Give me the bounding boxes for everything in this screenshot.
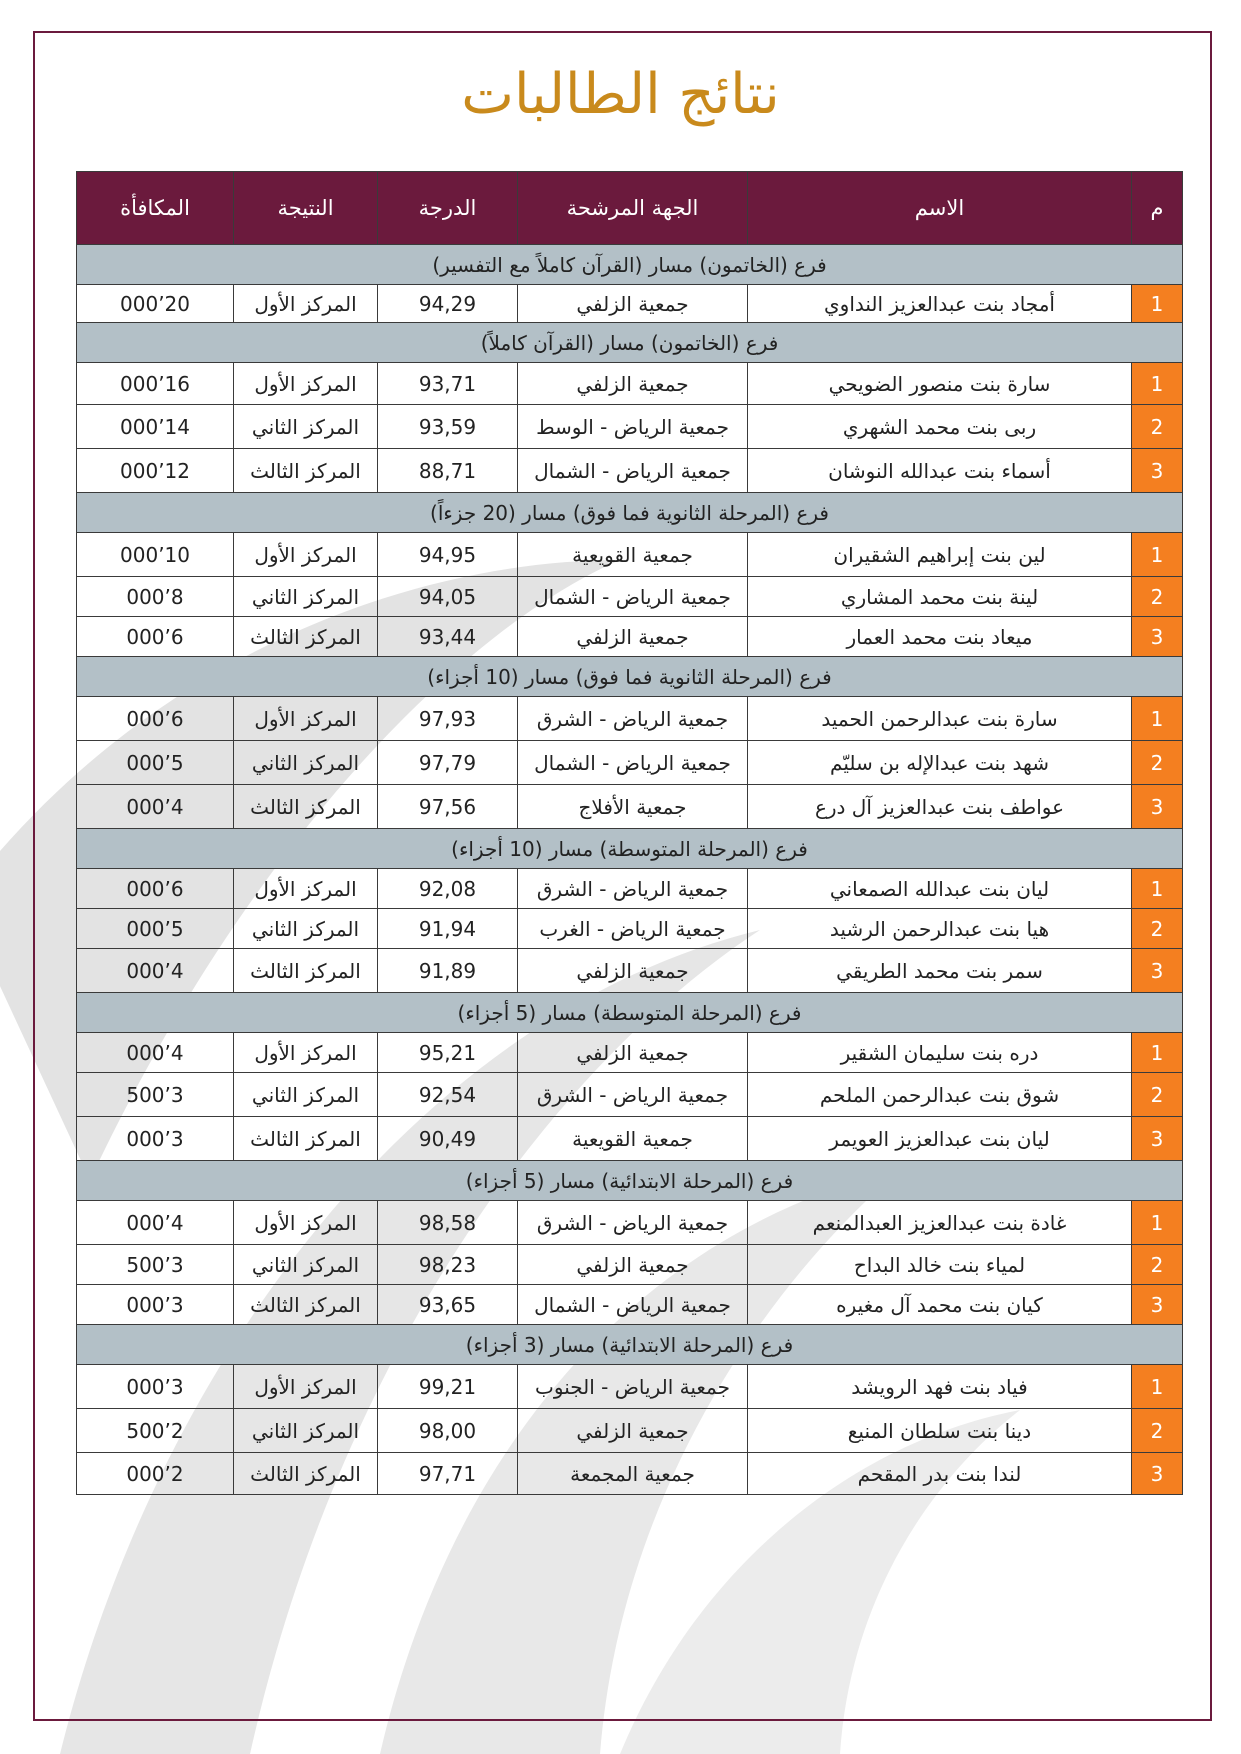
cell-org: جمعية الرياض - الشرق [518,1073,748,1117]
cell-name: فياد بنت فهد الرويشد [748,1365,1132,1409]
cell-result: المركز الأول [234,363,378,405]
section-header-row [77,323,1183,363]
cell-org: جمعية القويعية [518,533,748,577]
column-header-name: الاسم [748,172,1132,245]
cell-score: 93,44 [378,617,518,657]
table-row [77,533,1183,577]
cell-score: 97,79 [378,741,518,785]
cell-org: جمعية الرياض - الشمال [518,1285,748,1325]
cell-org: جمعية الرياض - الشمال [518,577,748,617]
cell-result: المركز الأول [234,1365,378,1409]
cell-name: أمجاد بنت عبدالعزيز النداوي [748,285,1132,323]
cell-org: جمعية الزلفي [518,1033,748,1073]
cell-name: ميعاد بنت محمد العمار [748,617,1132,657]
cell-num: 2 [1132,741,1183,785]
section-header-row [77,829,1183,869]
cell-org: جمعية الرياض - الشمال [518,741,748,785]
table-row [77,697,1183,741]
cell-org: جمعية الزلفي [518,285,748,323]
section-title: فرع (المرحلة الابتدائية) مسار (5 أجزاء) [77,1161,1183,1201]
cell-num: 1 [1132,1033,1183,1073]
cell-result: المركز الأول [234,697,378,741]
cell-reward: 4’000 [77,949,234,993]
cell-num: 1 [1132,363,1183,405]
table-row [77,405,1183,449]
table-row [77,617,1183,657]
cell-num: 2 [1132,1245,1183,1285]
cell-result: المركز الثاني [234,909,378,949]
cell-reward: 20’000 [77,285,234,323]
results-table [76,171,1183,1495]
cell-num: 2 [1132,1409,1183,1453]
cell-score: 94,95 [378,533,518,577]
cell-num: 1 [1132,697,1183,741]
cell-score: 91,94 [378,909,518,949]
section-title: فرع (المرحلة الابتدائية) مسار (3 أجزاء) [77,1325,1183,1365]
cell-num: 3 [1132,949,1183,993]
page-title: نتائج الطالبات [461,62,780,127]
cell-num: 2 [1132,909,1183,949]
cell-result: المركز الأول [234,285,378,323]
cell-result: المركز الثالث [234,449,378,493]
cell-num: 1 [1132,1201,1183,1245]
table-row [77,1073,1183,1117]
cell-name: لينة بنت محمد المشاري [748,577,1132,617]
table-row [77,1033,1183,1073]
cell-reward: 10’000 [77,533,234,577]
cell-num: 3 [1132,1117,1183,1161]
cell-result: المركز الثاني [234,1245,378,1285]
section-header-row [77,657,1183,697]
cell-org: جمعية الأفلاج [518,785,748,829]
cell-result: المركز الأول [234,1033,378,1073]
table-row [77,1365,1183,1409]
cell-score: 99,21 [378,1365,518,1409]
cell-name: دره بنت سليمان الشقير [748,1033,1132,1073]
cell-num: 3 [1132,1285,1183,1325]
cell-score: 90,49 [378,1117,518,1161]
cell-score: 92,54 [378,1073,518,1117]
cell-reward: 3’000 [77,1285,234,1325]
cell-name: أسماء بنت عبدالله النوشان [748,449,1132,493]
cell-score: 98,58 [378,1201,518,1245]
cell-result: المركز الثاني [234,1073,378,1117]
cell-num: 2 [1132,577,1183,617]
cell-num: 1 [1132,533,1183,577]
section-header-row [77,1325,1183,1365]
cell-result: المركز الثالث [234,1285,378,1325]
cell-score: 93,59 [378,405,518,449]
cell-name: لين بنت إبراهيم الشقيران [748,533,1132,577]
cell-org: جمعية الزلفي [518,949,748,993]
section-title: فرع (الخاتمون) مسار (القرآن كاملاً) [77,323,1183,363]
cell-name: سارة بنت عبدالرحمن الحميد [748,697,1132,741]
table-row [77,1201,1183,1245]
cell-num: 3 [1132,785,1183,829]
table-row [77,285,1183,323]
cell-org: جمعية المجمعة [518,1453,748,1495]
cell-org: جمعية الزلفي [518,363,748,405]
cell-score: 91,89 [378,949,518,993]
cell-result: المركز الأول [234,869,378,909]
column-header-org: الجهة المرشحة [518,172,748,245]
table-header-row [77,172,1183,245]
cell-org: جمعية الرياض - الشرق [518,697,748,741]
table-row [77,1117,1183,1161]
cell-name: ليان بنت عبدالعزيز العويمر [748,1117,1132,1161]
section-title: فرع (المرحلة المتوسطة) مسار (10 أجزاء) [77,829,1183,869]
cell-result: المركز الثالث [234,617,378,657]
table-row [77,785,1183,829]
cell-num: 3 [1132,1453,1183,1495]
cell-reward: 8’000 [77,577,234,617]
section-header-row [77,1161,1183,1201]
cell-score: 93,71 [378,363,518,405]
cell-num: 2 [1132,1073,1183,1117]
cell-org: جمعية الرياض - الغرب [518,909,748,949]
cell-reward: 4’000 [77,1033,234,1073]
section-title: فرع (المرحلة المتوسطة) مسار (5 أجزاء) [77,993,1183,1033]
cell-name: لمياء بنت خالد البداح [748,1245,1132,1285]
table-row [77,1453,1183,1495]
cell-name: غادة بنت عبدالعزيز العبدالمنعم [748,1201,1132,1245]
cell-score: 98,23 [378,1245,518,1285]
cell-score: 97,71 [378,1453,518,1495]
cell-result: المركز الثالث [234,1453,378,1495]
cell-reward: 3’500 [77,1073,234,1117]
column-header-num: م [1132,172,1183,245]
table-row [77,869,1183,909]
cell-reward: 3’500 [77,1245,234,1285]
cell-reward: 6’000 [77,869,234,909]
cell-num: 2 [1132,405,1183,449]
cell-reward: 6’000 [77,697,234,741]
cell-name: عواطف بنت عبدالعزيز آل درع [748,785,1132,829]
cell-num: 3 [1132,449,1183,493]
cell-name: شوق بنت عبدالرحمن الملحم [748,1073,1132,1117]
column-header-score: الدرجة [378,172,518,245]
cell-name: هيا بنت عبدالرحمن الرشيد [748,909,1132,949]
cell-score: 98,00 [378,1409,518,1453]
cell-reward: 5’000 [77,909,234,949]
cell-result: المركز الأول [234,1201,378,1245]
cell-result: المركز الثاني [234,405,378,449]
cell-reward: 2’000 [77,1453,234,1495]
cell-name: كيان بنت محمد آل مغيره [748,1285,1132,1325]
cell-num: 1 [1132,1365,1183,1409]
cell-org: جمعية الرياض - الوسط [518,405,748,449]
table-row [77,577,1183,617]
cell-org: جمعية الرياض - الشمال [518,449,748,493]
cell-name: سارة بنت منصور الضويحي [748,363,1132,405]
cell-reward: 5’000 [77,741,234,785]
section-header-row [77,993,1183,1033]
cell-score: 88,71 [378,449,518,493]
cell-name: سمر بنت محمد الطريقي [748,949,1132,993]
cell-reward: 4’000 [77,785,234,829]
cell-reward: 2’500 [77,1409,234,1453]
table-row [77,363,1183,405]
table-row [77,949,1183,993]
section-title: فرع (المرحلة الثانوية فما فوق) مسار (10 أجزاء) [77,657,1183,697]
section-header-row [77,493,1183,533]
cell-score: 94,05 [378,577,518,617]
cell-score: 97,93 [378,697,518,741]
column-header-reward: المكافأة [77,172,234,245]
table-row [77,741,1183,785]
cell-org: جمعية القويعية [518,1117,748,1161]
cell-reward: 3’000 [77,1117,234,1161]
cell-org: جمعية الرياض - الشرق [518,869,748,909]
cell-name: شهد بنت عبدالإله بن سليّم [748,741,1132,785]
cell-name: لندا بنت بدر المقحم [748,1453,1132,1495]
cell-org: جمعية الرياض - الجنوب [518,1365,748,1409]
cell-result: المركز الثالث [234,785,378,829]
section-title: فرع (المرحلة الثانوية فما فوق) مسار (20 جزءاً) [77,493,1183,533]
cell-result: المركز الثالث [234,949,378,993]
table-row [77,449,1183,493]
cell-result: المركز الثاني [234,741,378,785]
section-header-row [77,245,1183,285]
cell-name: ليان بنت عبدالله الصمعاني [748,869,1132,909]
cell-reward: 6’000 [77,617,234,657]
cell-reward: 12’000 [77,449,234,493]
cell-reward: 16’000 [77,363,234,405]
cell-score: 95,21 [378,1033,518,1073]
cell-org: جمعية الزلفي [518,617,748,657]
cell-result: المركز الثالث [234,1117,378,1161]
cell-org: جمعية الزلفي [518,1245,748,1285]
cell-score: 97,56 [378,785,518,829]
table-row [77,1245,1183,1285]
cell-org: جمعية الزلفي [518,1409,748,1453]
cell-result: المركز الثاني [234,577,378,617]
cell-name: ربى بنت محمد الشهري [748,405,1132,449]
table-row [77,909,1183,949]
table-row [77,1285,1183,1325]
cell-reward: 4’000 [77,1201,234,1245]
cell-score: 94,29 [378,285,518,323]
table-row [77,1409,1183,1453]
cell-reward: 3’000 [77,1365,234,1409]
section-title: فرع (الخاتمون) مسار (القرآن كاملاً مع التفسير) [77,245,1183,285]
column-header-result: النتيجة [234,172,378,245]
cell-result: المركز الأول [234,533,378,577]
cell-result: المركز الثاني [234,1409,378,1453]
cell-num: 1 [1132,285,1183,323]
cell-num: 1 [1132,869,1183,909]
cell-reward: 14’000 [77,405,234,449]
cell-num: 3 [1132,617,1183,657]
cell-score: 93,65 [378,1285,518,1325]
cell-score: 92,08 [378,869,518,909]
cell-org: جمعية الرياض - الشرق [518,1201,748,1245]
results-body [77,245,1183,1495]
cell-name: دينا بنت سلطان المنيع [748,1409,1132,1453]
